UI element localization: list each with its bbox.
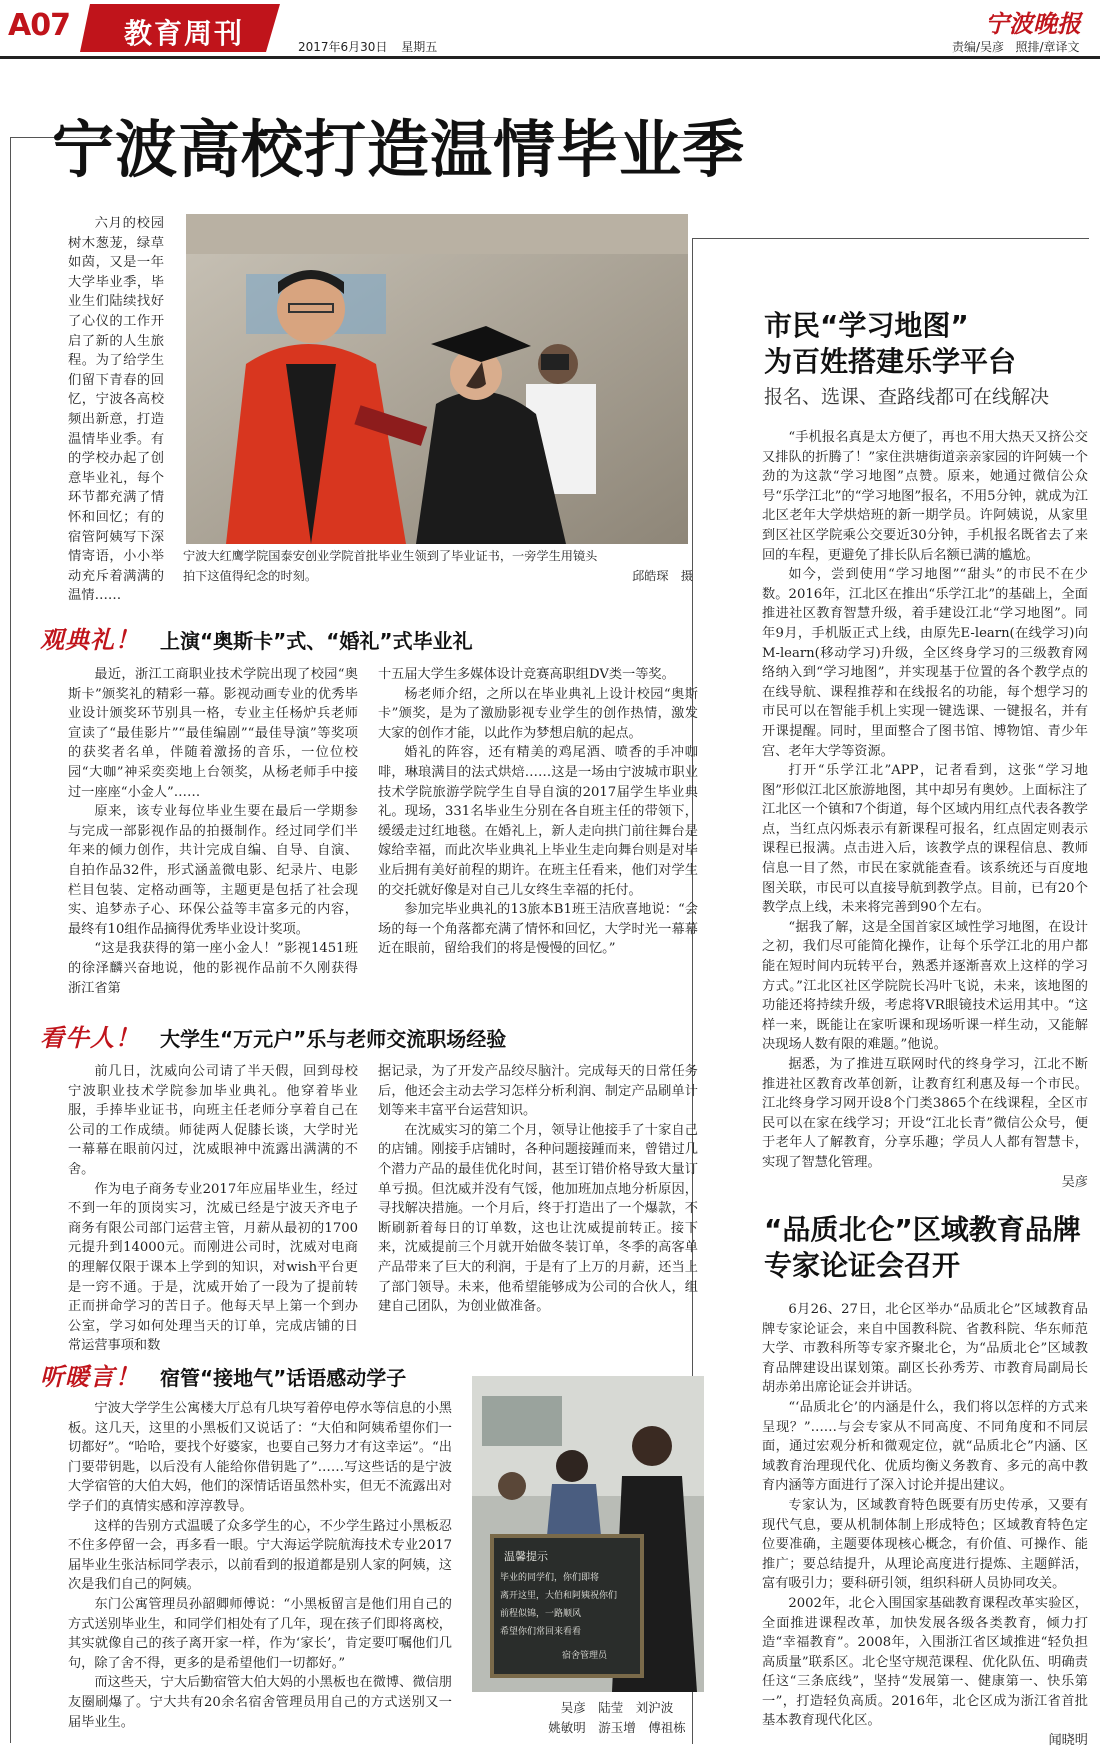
board-line: 希望你们常回来看看 — [500, 1627, 582, 1637]
photo-caption — [183, 546, 693, 586]
paragraph: 2002年，北仑入围国家基础教育课程改革实验区，全面推进课程改革，加快发展各级各类教育，倾力打造“幸福教育”。2008年，入围浙江省区域推进“轻负担高质量”联系区。北仑坚守规范课程、优化队伍、明确责任这“三条底线”，坚持“发展第一、健康第一、快乐第一”，打造轻负高质。2016年，北仑区成为浙江省首批基本教育现代化区。 — [762, 1595, 1088, 1729]
title-line: 为百姓搭建乐学平台 — [764, 345, 1017, 378]
issue-date — [298, 38, 437, 55]
newspaper-masthead: 宁波晚报 — [985, 9, 1081, 38]
date-text: 2017年6月30日 — [298, 40, 388, 54]
blackboard-photo — [472, 1376, 704, 1692]
paragraph: 婚礼的阵容，还有精美的鸡尾酒、喷香的手冲咖啡，琳琅满目的法式烘焙……这是一场由宁波城市职业技术学院旅游学院学生自导自演的2017届学生毕业典礼。现场，331名毕业生分别在各自班主任的带领下，缓缓走过红地毯。在婚礼上，新人走向拱门前往舞台是嫁给幸福，而此次毕业典礼上毕业生走向舞台则是对毕业后拥有美好前程的期许。在班主任看来，他们对学生的交托就好像是对自己儿女终生幸福的托付。 — [378, 745, 698, 898]
photo-credits — [532, 1698, 702, 1738]
title-line: “品质北仑”区域教育品牌 — [764, 1213, 1081, 1246]
credits-line: 姚敏明 游玉增 傅祖栋 — [548, 1720, 686, 1735]
article-column — [68, 1062, 358, 1356]
paragraph: 据悉，为了推进互联网时代的终身学习，江北不断推进社区教育改革创新，让教育红利惠及每一个市民。江北终身学习网开设8个门类3865个在线课程，全区市民可以在家在线学习；开设“江北长青”微信公众号，便于老年人了解教育，分享乐趣；学员人人都有智慧卡，实现了智慧化管理。 — [762, 1057, 1088, 1170]
right-article-title — [764, 308, 1016, 380]
paragraph: “据我了解，这是全国首家区域性学习地图，在设计之初，我们尽可能简化操作，让每个乐学江北的用户都能在短时间内玩转平台，熟悉并逐渐喜欢上这样的学习方式。”江北区社区学院院长冯叶飞说，未来，该地图的功能还将持续升级，考虑将VR眼镜技术运用其中。“这样一来，既能让在家听课和现场听课一样生动，又能解决现场人数有限的难题。”他说。 — [762, 919, 1088, 1053]
title-line: 市民“学习地图” — [764, 309, 969, 342]
paragraph: 杨老师介绍，之所以在毕业典礼上设计校园“奥斯卡”颁奖，是为了激励影视专业学生的创作热情，激发大家的创作才能，以此作为梦想启航的起点。 — [378, 686, 698, 741]
paragraph: 如今，尝到使用“学习地图”“甜头”的市民不在少数。2016年，江北区在推出“乐学江北”的基础上，全面推进社区教育智慧升级，着手建设江北“学习地图”。同年9月，手机版正式上线，由原先E-learn(在线学习)向M-learn(移动学习)升级，全区终身学习的三级教育网络纳入到“学习地图”，并实现基于位置的各个教学点的在线导航、课程推荐和在线报名的功能，每个想学习的市民可以在智能手机上实现一键选课、一键报名，并有开课提醒。同时，里面整合了图书馆、博物馆、青少年宫、老年大学等资源。 — [762, 567, 1088, 759]
section-tag: 听暖言！ — [40, 1362, 140, 1391]
right-article-title — [764, 1212, 1081, 1284]
right-article-subtitle: 报名、选课、查路线都可在线解决 — [764, 386, 1050, 408]
page-number: A07 — [8, 8, 70, 43]
section-heading-warm-words — [40, 1357, 406, 1392]
paragraph: 原来，该专业每位毕业生要在最后一学期参与完成一部影视作品的拍摄制作。经过同学们半年来的倾力创作，共计完成自编、自导、自演、自拍作品32件，形式涵盖微电影、纪录片、电影栏目包装、定格动画等，主题更是包括了社会现实、追梦赤子心、环保公益等丰富多元的内容，最终有10组作品摘得优秀毕业设计奖项。 — [68, 804, 358, 937]
right-article-body — [762, 428, 1088, 1192]
section-title: 上演“奥斯卡”式、“婚礼”式毕业礼 — [160, 629, 473, 653]
paragraph: 十五届大学生多媒体设计竞赛高职组DV类一等奖。 — [378, 667, 675, 682]
paragraph: 作为电子商务专业2017年应届毕业生，经过不到一年的顶岗实习，沈威已经是宁波天齐电子商务有限公司部门运营主管，月薪从最初的1700元提升到14000元。而刚进公司时，沈威对电商的理解仅限于课本上学到的知识，对wish平台更是一窍不通。于是，沈威开始了一段为了提前转正而拼命学习的苦日子。他每天早上第一个到办公室，学习如何处理当天的订单，完成店铺的日常运营事项和数 — [68, 1181, 358, 1354]
weekday-text: 星期五 — [401, 40, 438, 54]
graduation-photo — [186, 214, 688, 544]
section-tag: 观典礼！ — [40, 625, 140, 654]
paragraph: 打开“乐学江北”APP，记者看到，这张“学习地图”形似江北区旅游地图，其中却另有奥妙。上面标注了江北区一个镇和7个街道，每个区域内用红点代表各教学点，当红点闪烁表示有新课程可报名，红点固定则表示课程已报满。点击进入后，该教学点的课程信息、教师信息一目了然，市民在家就能查看。该系统还与百度地图关联，市民可以直接导航到教学点。目前，已有20个教学点上线，未来将完善到90个左右。 — [762, 763, 1088, 916]
section-tag: 看牛人！ — [40, 1023, 140, 1052]
section-name: 教育周刊 — [124, 17, 245, 50]
paragraph: 参加完毕业典礼的13旅本B1班王洁欣喜地说：“会场的每一个角落都充满了情怀和回忆，大学时光一幕幕近在眼前，留给我们的将是慢慢的回忆。” — [378, 902, 698, 957]
section-title: 宿管“接地气”话语感动学子 — [160, 1366, 407, 1390]
caption-line-1: 宁波大红鹰学院国泰安创业学院首批毕业生领到了毕业证书，一旁学生用镜头 — [183, 549, 598, 563]
board-line: 前程似锦，一路顺风 — [500, 1609, 582, 1619]
paragraph: “‘品质北仑’的内涵是什么，我们将以怎样的方式来呈现？”……与会专家从不同高度、不同角度和不同层面，通过宏观分析和微观定位，就“品质北仑”内涵、区域教育治理现代化、优质均衡义务教育、多元的高中教育内涵等方面进行了深入讨论并提出建议。 — [762, 1399, 1088, 1494]
paragraph: 前几日，沈威向公司请了半天假，回到母校宁波职业技术学院参加毕业典礼。他穿着毕业服，手捧毕业证书，向班主任老师分享着自己在公司的工作成绩。师徒两人促膝长谈，大学时光一幕幕在眼前闪过，沈威眼神中流露出满满的不舍。 — [68, 1064, 358, 1177]
article-column — [378, 665, 698, 959]
section-heading-ceremony — [40, 620, 473, 655]
board-line: 温馨提示 — [504, 1550, 548, 1563]
article-column — [68, 1399, 452, 1732]
title-line: 专家论证会召开 — [764, 1249, 961, 1282]
article-column — [378, 1062, 698, 1317]
paragraph: 在沈威实习的第二个月，领导让他接手了十家自己的店铺。刚接手店铺时，各种问题接踵而来，曾错过几个潜力产品的最佳优化时间，甚至订错价格导致大量订单亏损。但沈威并没有气馁，他加班加点地分析原因，寻找解决措施。一个月后，终于打造出了一个爆款，不断刷新着每日的订单数，这也让沈威提前转正。接下来，沈威提前三个月就开始做冬装订单，冬季的高客单产品带来了巨大的利润，于是有了上万的月薪，还当上了部门领导。未来，他希望能够成为公司的合伙人，组建自己团队，为创业做准备。 — [378, 1122, 698, 1315]
board-line: 离开这里，大伯和阿姨祝你们 — [500, 1591, 618, 1601]
paragraph: “这是我获得的第一座小金人！”影视1451班的徐泽麟兴奋地说，他的影视作品前不久刚获得浙江省第 — [68, 941, 358, 996]
board-line: 毕业的同学们，你们即将 — [500, 1573, 600, 1583]
caption-line-2: 拍下这值得纪念的时刻。 — [183, 569, 318, 583]
editor-credits: 责编/吴彦 照排/章译文 — [952, 40, 1080, 54]
paragraph: “手机报名真是太方便了，再也不用大热天又挤公交又排队的折腾了！”家住洪塘街道亲亲家园的许阿姨一个劲的为这款“学习地图”点赞。原来，她通过微信公众号“乐学江北”的“学习地图”报名，不用5分钟，就成为江北区老年大学烘焙班的新一期学员。许阿姨说，从家里到区社区学院乘公交要近30分钟，手机报名既省去了来回的车程，更避免了排长队后名额已满的尴尬。 — [762, 430, 1088, 563]
intro-paragraph — [68, 214, 164, 606]
paragraph: 据记录，为了开发产品绞尽脑汁。完成每天的日常任务后，他还会主动去学习怎样分析利润、制定产品刷单计划等来丰富平台运营知识。 — [378, 1064, 698, 1119]
section-title: 大学生“万元户”乐与老师交流职场经验 — [160, 1027, 507, 1051]
header-rule — [0, 56, 1100, 59]
right-article-body — [762, 1300, 1088, 1751]
article-author: 吴彦 — [1061, 1174, 1088, 1190]
board-line: 宿舍管理员 — [562, 1651, 608, 1661]
article-author: 闻晓明 — [1048, 1733, 1088, 1749]
photo-credit: 邱皓琛 摄 — [632, 569, 693, 583]
paragraph: 专家认为，区域教育特色既要有历史传承，又要有现代气息，要从机制体制上形成特色；区域教育特色定位要准确，主题要体现核心概念，有价值、可操作、能推广；要总结提升，从理论高度进行提炼、主题鲜活，富有吸引力；要科研引领，组织科研人员协同攻关。 — [762, 1497, 1088, 1592]
main-headline: 宁波高校打造温情毕业季 — [52, 113, 746, 186]
paragraph: 而这些天，宁大后勤宿管大伯大妈的小黑板也在微博、微信朋友圈刷爆了。宁大共有20余名宿舍管理员用自己的方式送别又一届毕业生。 — [68, 1675, 452, 1730]
credits-line: 吴彦 陆莹 刘沪波 — [560, 1700, 674, 1715]
article-column — [68, 665, 358, 998]
paragraph: 6月26、27日，北仑区举办“品质北仑”区域教育品牌专家论证会，来自中国教科院、省教科院、华东师范大学、市教科所等专家齐聚北仑，为“品质北仑”区域教育品牌建设出谋划策。副区长孙秀芳、市教育局副局长胡赤弟出席论证会并讲话。 — [762, 1302, 1088, 1396]
paragraph: 这样的告别方式温暖了众多学生的心，不少学生路过小黑板忍不住多停留一会，再多看一眼。宁大海运学院航海技术专业2017届毕业生张沽标同学表示，以前看到的报道都是别人家的阿姨，这次是我们自己的阿姨。 — [68, 1518, 452, 1593]
paragraph: 宁波大学学生公寓楼大厅总有几块写着停电停水等信息的小黑板。这几天，这里的小黑板们又说话了：“大伯和阿姨希望你们一切都好”。“哈哈，要找个好婆家，也要自己努力才有这幸运”。“出门要带钥匙，以后没有人能给你借钥匙了”……写这些话的是宁波大学宿管的大伯大妈，他们的深情话语虽然朴实，但无不流露出对学子们的真情实感和淳淳教导。 — [68, 1401, 452, 1514]
paragraph: 东门公寓管理员孙韶卿师傅说：“小黑板留言是他们用自己的方式送别毕业生，和同学们相处有了几年，现在孩子们即将离校，其实就像自己的孩子离开家一样，作为‘家长’，肯定要叮嘱他们几句，除了舍不得，更多的是希望他们一切都好。” — [68, 1596, 452, 1671]
section-heading-achiever — [40, 1018, 506, 1053]
paragraph: 最近，浙江工商职业技术学院出现了校园“奥斯卡”颁奖礼的精彩一幕。影视动画专业的优秀毕业设计颁奖环节别具一格，专业主任杨炉兵老师宣读了“最佳影片”“最佳编剧”“最佳导演”等奖项的获奖者名单，伴随着激扬的音乐，一位位校园“大咖”神采奕奕地上台领奖，从杨老师手中接过一座座“小金人”…… — [68, 667, 358, 800]
intro-text: 六月的校园树木葱茏，绿草如茵，又是一年大学毕业季，毕业生们陆续找好了心仪的工作开启了新的人生旅程。为了给学生们留下青春的回忆，宁波各高校频出新意，打造温情毕业季。有的学校办起了创意毕业礼，每个环节都充满了情怀和回忆；有的宿管阿姨写下深情寄语，小小举动充斥着满满的温情…… — [68, 216, 164, 604]
